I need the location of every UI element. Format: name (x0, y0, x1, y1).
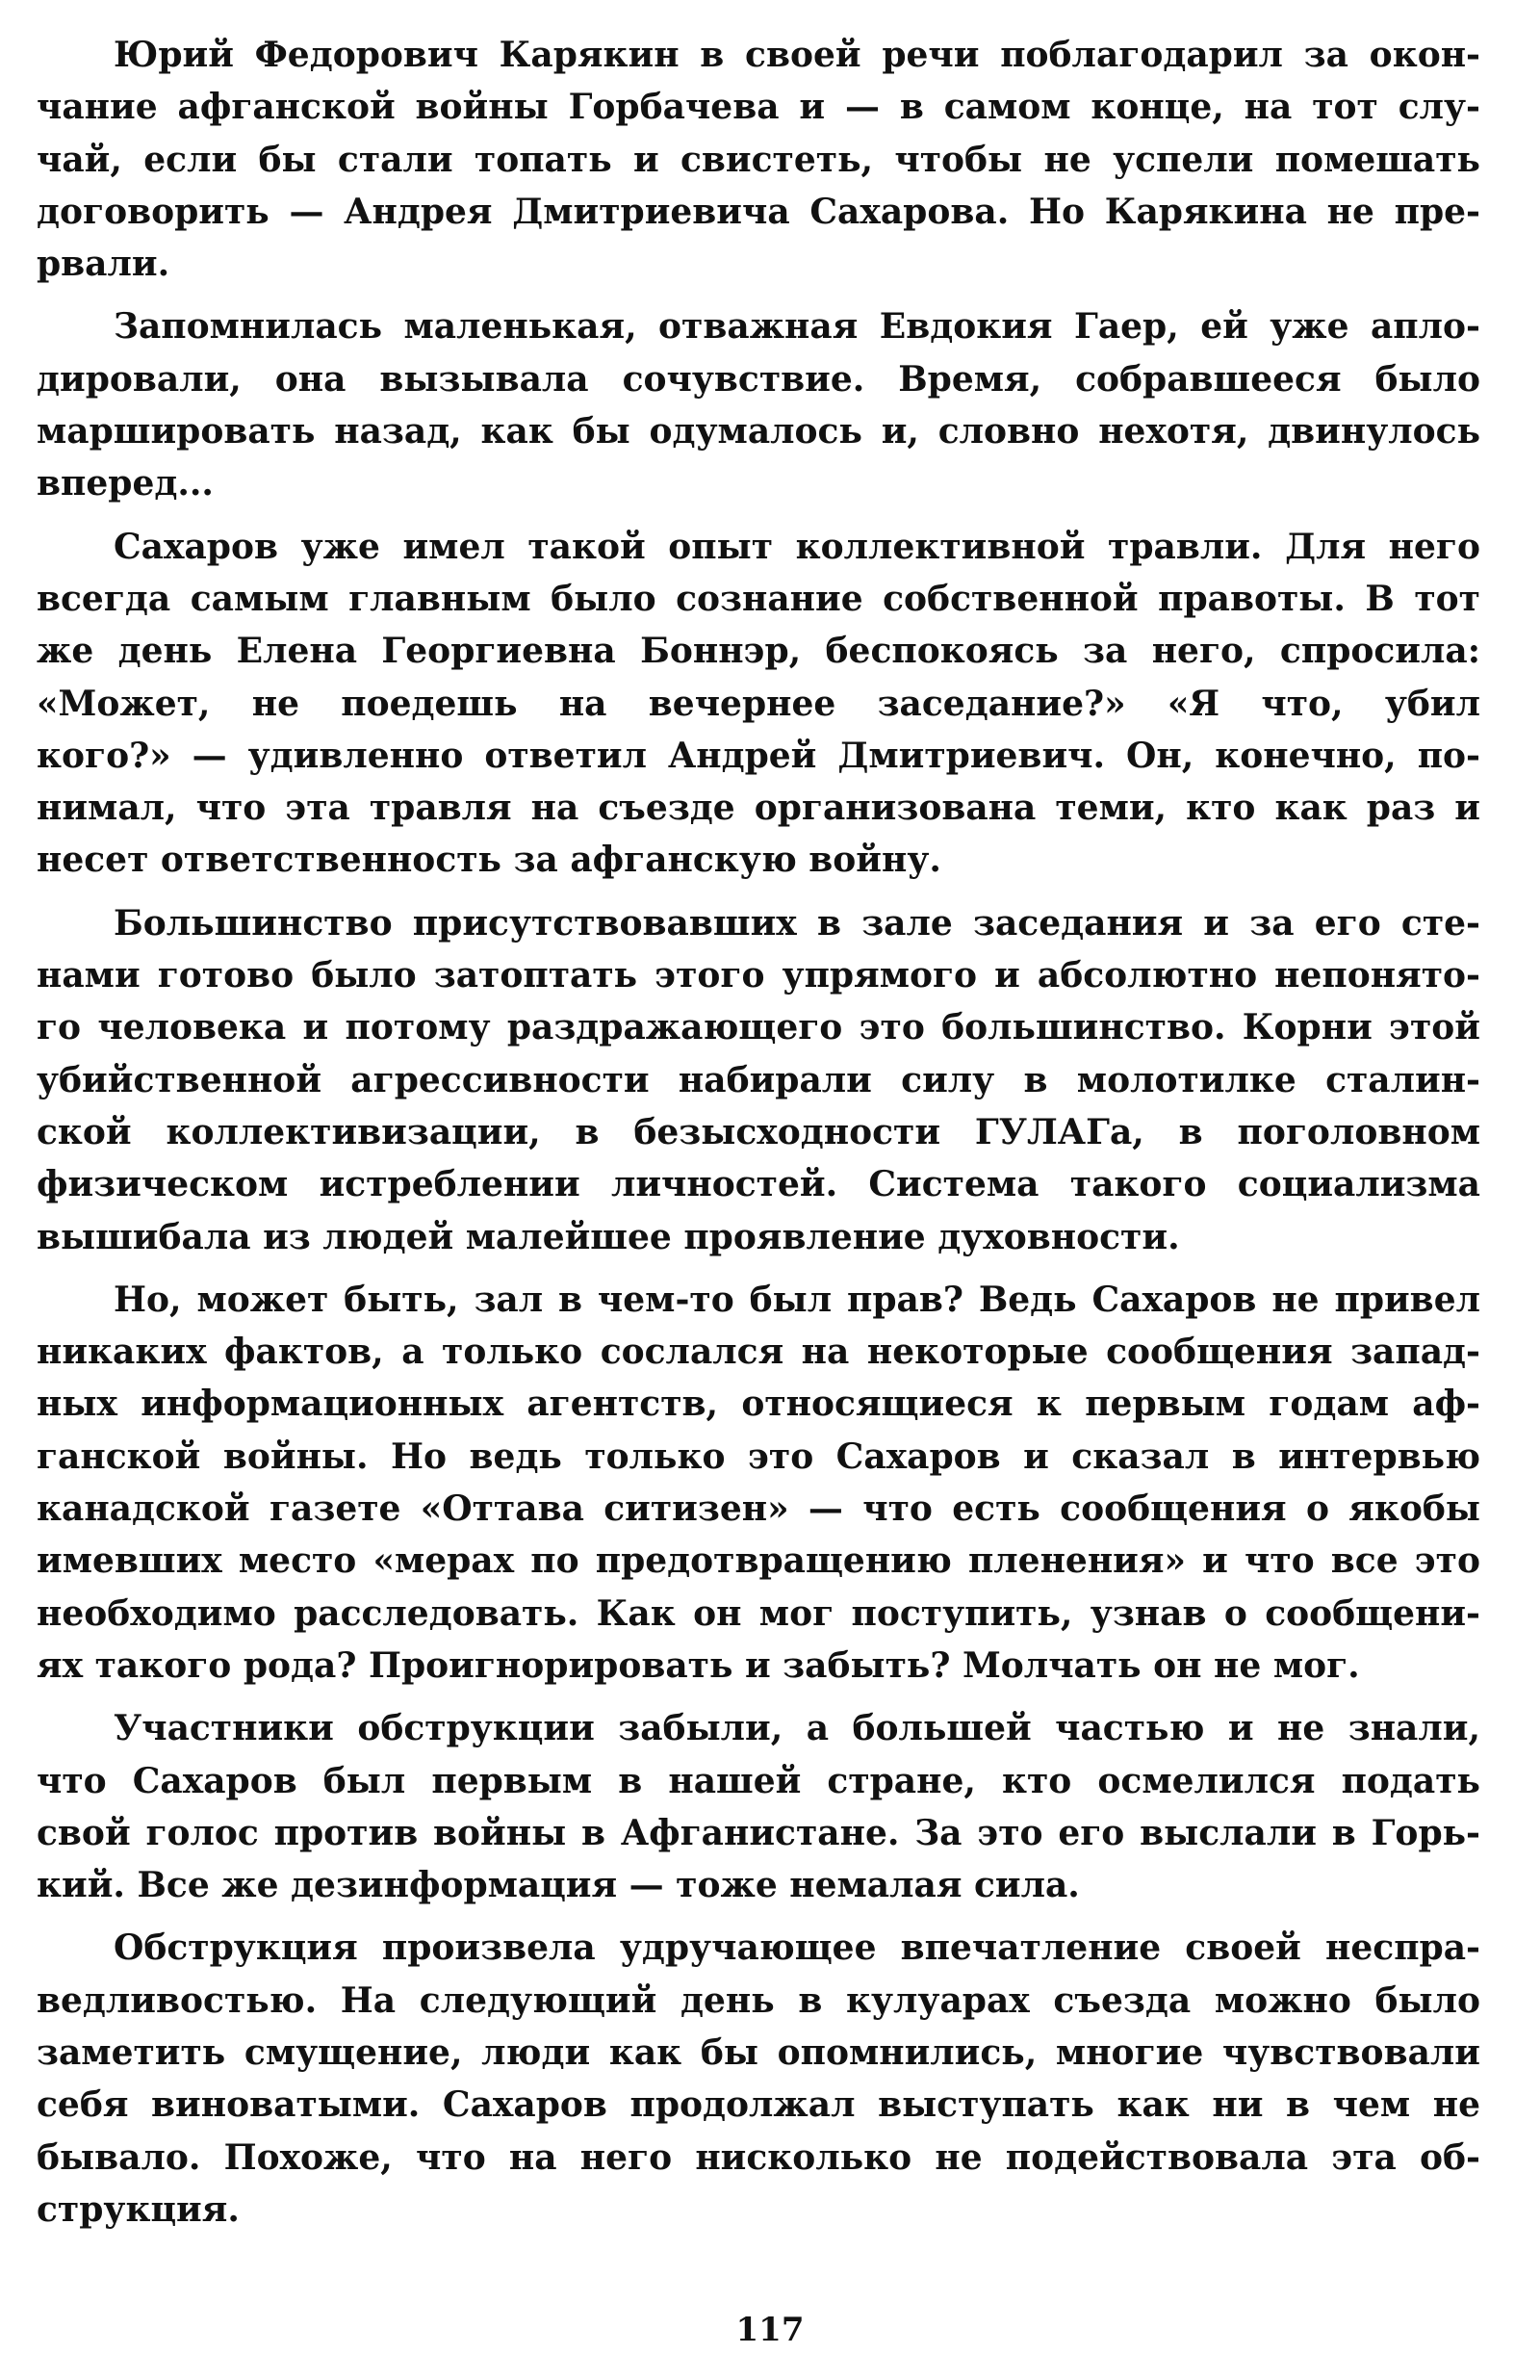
text-line: физическом истреблении личностей. Система такого социализма (37, 1164, 1480, 1205)
text-line: чание афганской войны Горбачева и — в самом конце, на тот слу- (37, 87, 1480, 128)
paragraph-3 (37, 521, 1480, 887)
text-line: Запомнилась маленькая, отважная Евдокия Гаер, ей уже апло- (114, 306, 1480, 348)
text-line: же день Елена Георгиевна Боннэр, беспокоясь за него, спросила: (37, 631, 1480, 672)
text-line: вперед... (37, 463, 214, 504)
text-line: бывало. Похоже, что на него нисколько не подействовала эта об- (37, 2136, 1480, 2178)
text-line: чай, если бы стали топать и свистеть, чтобы не успели помешать (37, 139, 1480, 180)
text-line: необходимо расследовать. Как он мог поступить, узнав о сообщени- (37, 1592, 1480, 1634)
text-line: го человека и потому раздражающего это большинство. Корни этой (37, 1007, 1480, 1048)
text-line: несет ответственность за афганскую войну. (37, 840, 941, 881)
text-line: никаких фактов, а только сослался на некоторые сообщения запад- (37, 1332, 1480, 1373)
text-line: рвали. (37, 244, 170, 285)
text-line: ской коллективизации, в безысходности ГУЛАГа, в поголовном (37, 1111, 1480, 1152)
text-line: убийственной агрессивности набирали силу в молотилке сталин- (37, 1059, 1480, 1100)
text-line: что Сахаров был первым в нашей стране, кто осмелился подать (37, 1760, 1480, 1801)
text-line: нимал, что эта травля на съезде организована теми, кто как раз и (37, 788, 1480, 829)
paragraph-5 (37, 1274, 1480, 1692)
paragraph-1 (37, 29, 1480, 290)
paragraph-2 (37, 300, 1480, 509)
text-line: вышибала из людей малейшее проявление духовности. (37, 1216, 1180, 1257)
text-line: канадской газете «Оттава ситизен» — что есть сообщения о якобы (37, 1488, 1480, 1530)
text-line: свой голос против войны в Афганистане. За это его выслали в Горь- (37, 1812, 1480, 1853)
body-text (37, 29, 1480, 2246)
paragraph-7 (37, 1922, 1480, 2236)
text-line: ганской войны. Но ведь только это Сахаров и сказал в интервью (37, 1436, 1480, 1477)
text-line: «Может, не поедешь на вечернее заседание?» «Я что, убил (37, 683, 1480, 724)
text-line: Но, может быть, зал в чем-то был прав? Ведь Сахаров не привел (114, 1279, 1480, 1320)
text-line: кий. Все же дезинформация — тоже немалая сила. (37, 1865, 1080, 1906)
paragraph-4 (37, 897, 1480, 1263)
paragraph-6 (37, 1702, 1480, 1911)
text-line: Юрий Федорович Карякин в своей речи поблагодарил за окон- (114, 35, 1480, 75)
text-line: имевших место «мерах по предотвращению пленения» и что все это (37, 1540, 1480, 1582)
text-line: маршировать назад, как бы одумалось и, словно нехотя, двинулось (37, 411, 1480, 453)
text-line: дировали, она вызывала сочувствие. Время, собравшееся было (37, 358, 1480, 400)
text-line: ях такого рода? Проигнорировать и забыть? Молчать он не мог. (37, 1644, 1360, 1686)
text-line: Участники обструкции забыли, а большей частью и не знали, (114, 1708, 1480, 1749)
text-line: Большинство присутствовавших в зале заседания и за его сте- (114, 902, 1480, 944)
text-line: ведливостью. На следующий день в кулуарах съезда можно было (37, 1979, 1480, 2021)
text-line: струкция. (37, 2188, 240, 2230)
text-line: Обструкция произвела удручающее впечатление своей неспра- (114, 1927, 1480, 1969)
page-number: 117 (735, 2311, 805, 2349)
text-line: ных информационных агентств, относящиеся к первым годам аф- (37, 1384, 1480, 1425)
text-line: договорить — Андрея Дмитриевича Сахарова. Но Карякина не пре- (37, 191, 1480, 232)
text-line: нами готово было затоптать этого упрямого и абсолютно непонято- (37, 955, 1480, 996)
text-line: Сахаров уже имел такой опыт коллективной травли. Для него (114, 526, 1480, 567)
text-line: заметить смущение, люди как бы опомнились, многие чувствовали (37, 2031, 1480, 2073)
text-line: кого?» — удивленно ответил Андрей Дмитриевич. Он, конечно, по- (37, 735, 1480, 776)
text-line: себя виноватыми. Сахаров продолжал выступать как ни в чем не (37, 2084, 1480, 2126)
text-line: всегда самым главным было сознание собственной правоты. В тот (37, 578, 1480, 619)
